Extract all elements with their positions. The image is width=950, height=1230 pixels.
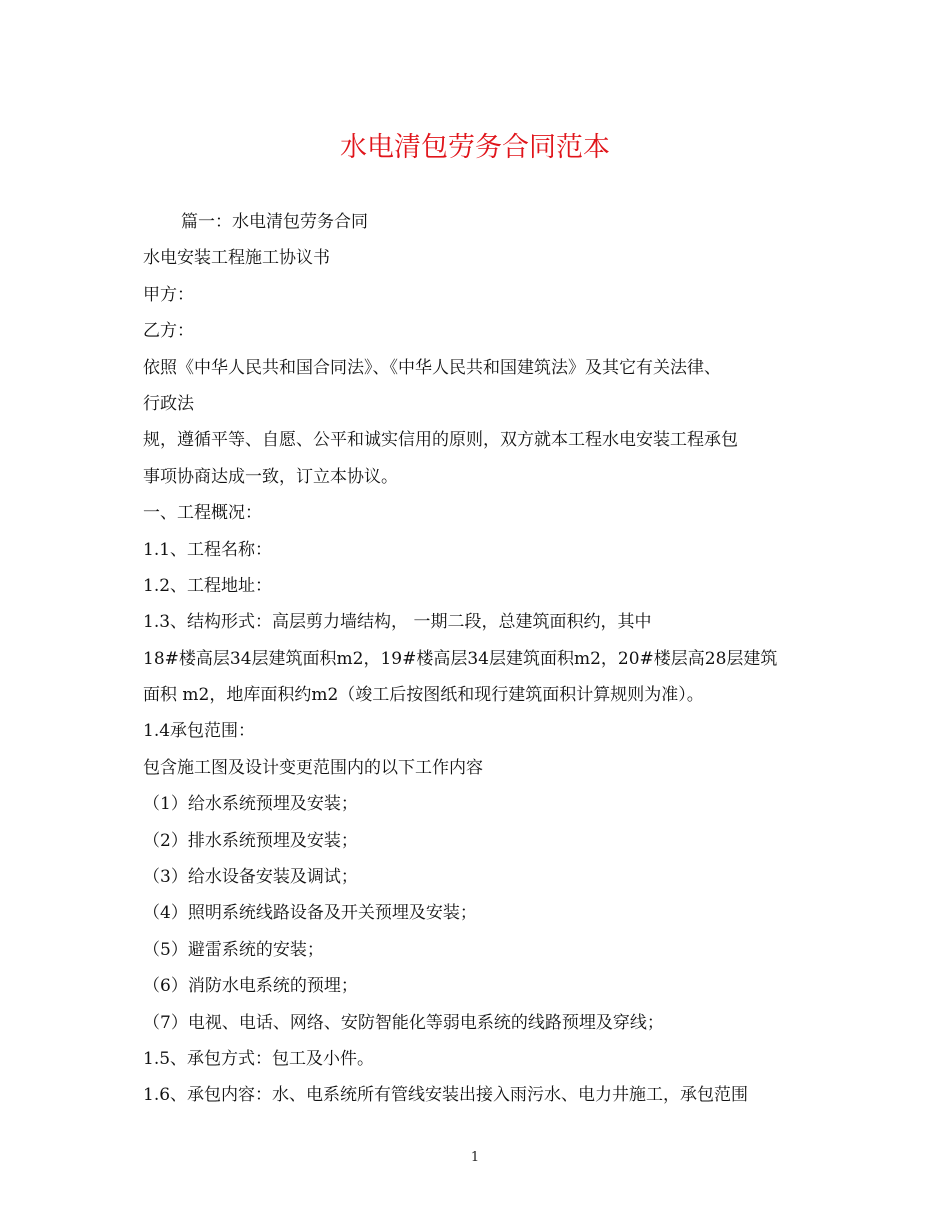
list-item: （6）消防水电系统的预埋； bbox=[143, 976, 358, 997]
section-heading: 一、工程概况： bbox=[143, 503, 262, 524]
list-item: （2）排水系统预埋及安装； bbox=[143, 830, 358, 851]
text-line: 行政法 bbox=[143, 393, 194, 414]
document-title: 水电清包劳务合同范本 bbox=[340, 132, 610, 163]
agreement-title: 水电安装工程施工协议书 bbox=[143, 248, 330, 269]
clause-line: 1.4承包范围： bbox=[143, 721, 256, 742]
list-item: （4）照明系统线路设备及开关预埋及安装； bbox=[143, 903, 477, 924]
list-item: （3）给水设备安装及调试； bbox=[143, 867, 358, 888]
text-line: 规，遵循平等、自愿、公平和诚实信用的原则，双方就本工程水电安装工程承包 bbox=[143, 430, 738, 451]
section-heading: 篇一：水电清包劳务合同 bbox=[181, 212, 368, 232]
list-item: （7）电视、电话、网络、安防智能化等弱电系统的线路预埋及穿线； bbox=[143, 1012, 664, 1033]
clause-line: 1.6、承包内容：水、电系统所有管线安装出接入雨污水、电力井施工，承包范围 bbox=[143, 1085, 749, 1106]
text-line: 包含施工图及设计变更范围内的以下工作内容 bbox=[143, 757, 483, 778]
document-body bbox=[143, 204, 813, 1114]
list-item: （1）给水系统预埋及安装； bbox=[143, 794, 358, 815]
text-line: 面积 m2，地库面积约m2（竣工后按图纸和现行建筑面积计算规则为准）。 bbox=[143, 685, 704, 706]
list-item: （5）避雷系统的安装； bbox=[143, 939, 324, 960]
clause-line: 1.5、承包方式：包工及小件。 bbox=[143, 1048, 375, 1069]
clause-line: 1.1、工程名称： bbox=[143, 539, 273, 560]
party-a-line: 甲方： bbox=[143, 284, 194, 305]
text-line: 依照《中华人民共和国合同法》、《中华人民共和国建筑法》及其它有关法律、 bbox=[143, 357, 721, 378]
party-b-line: 乙方： bbox=[143, 321, 194, 342]
text-line: 事项协商达成一致，订立本协议。 bbox=[143, 466, 398, 487]
text-line: 18#楼高层34层建筑面积m2，19#楼高层34层建筑面积m2，20#楼层高28层建筑 bbox=[143, 648, 778, 669]
clause-line: 1.3、结构形式：高层剪力墙结构， 一期二段，总建筑面积约，其中 bbox=[143, 612, 652, 633]
clause-line: 1.2、工程地址： bbox=[143, 575, 273, 596]
page-number: 1 bbox=[470, 1150, 480, 1165]
